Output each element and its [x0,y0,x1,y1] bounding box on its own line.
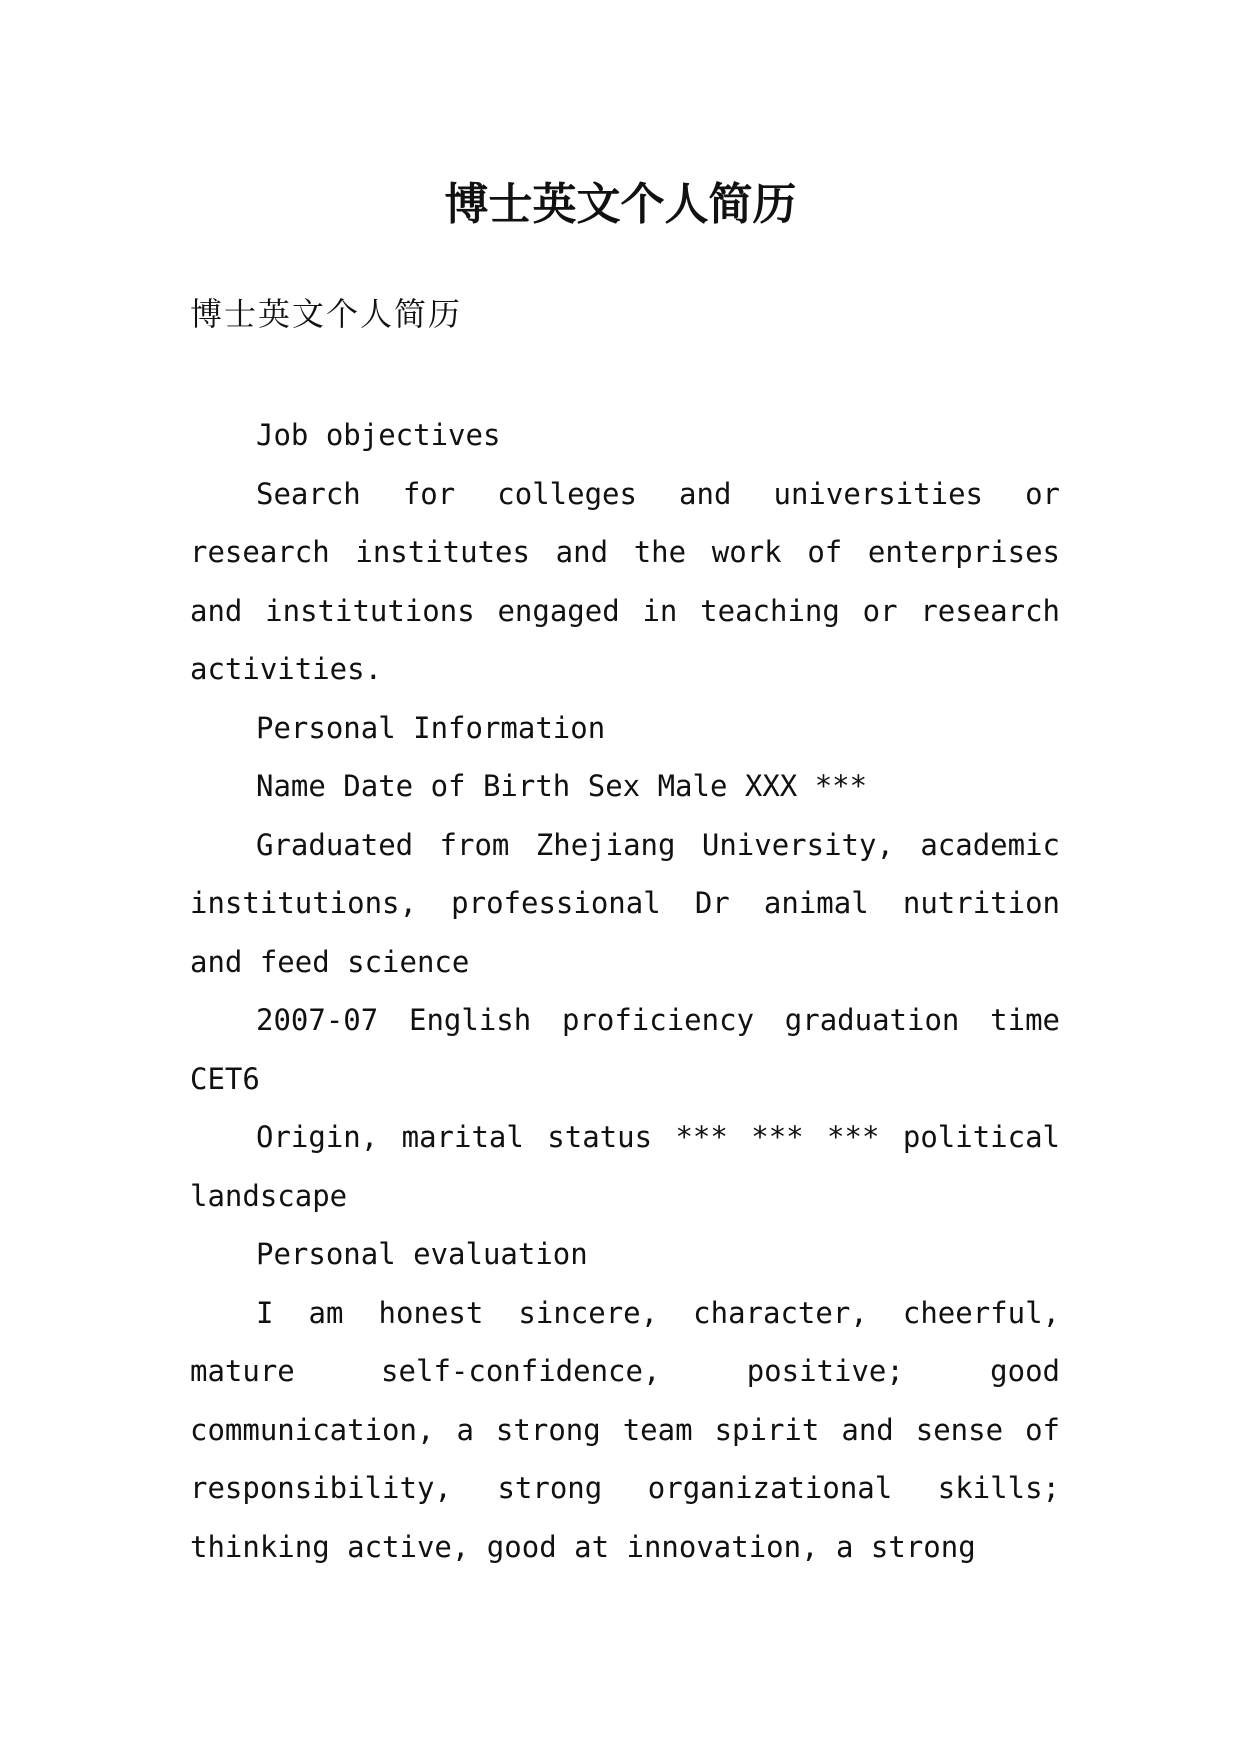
paragraph-job-objectives: Search for colleges and universities or research institutes and the work of enterprises and institutions engaged in teaching or research activities. [190,476,1060,686]
document-subtitle: 博士英文个人简历 [190,295,463,333]
page-title: 博士英文个人简历 [444,179,797,231]
document-body [190,406,1060,1576]
section-heading-personal-evaluation: Personal evaluation [256,1237,588,1271]
paragraph-origin-marital: Origin, marital status *** *** *** political landscape [190,1120,1060,1213]
paragraph-name-birth-sex: Name Date of Birth Sex Male XXX *** [256,769,868,803]
paragraph-graduation-english: 2007-07 English proficiency graduation time CET6 [190,1003,1060,1096]
section-heading-personal-information: Personal Information [256,710,606,745]
paragraph-personal-evaluation: I am honest sincere, character, cheerful, mature self-confidence, positive; good communication, a strong team spirit and sense of responsibility, strong organizational skills; thinking active, good at innovation, a strong [190,1295,1060,1564]
paragraph-graduated-from: Graduated from Zhejiang University, academic institutions, professional Dr animal nutrition and feed science [190,827,1060,979]
section-heading-job-objectives: Job objectives [256,418,501,452]
